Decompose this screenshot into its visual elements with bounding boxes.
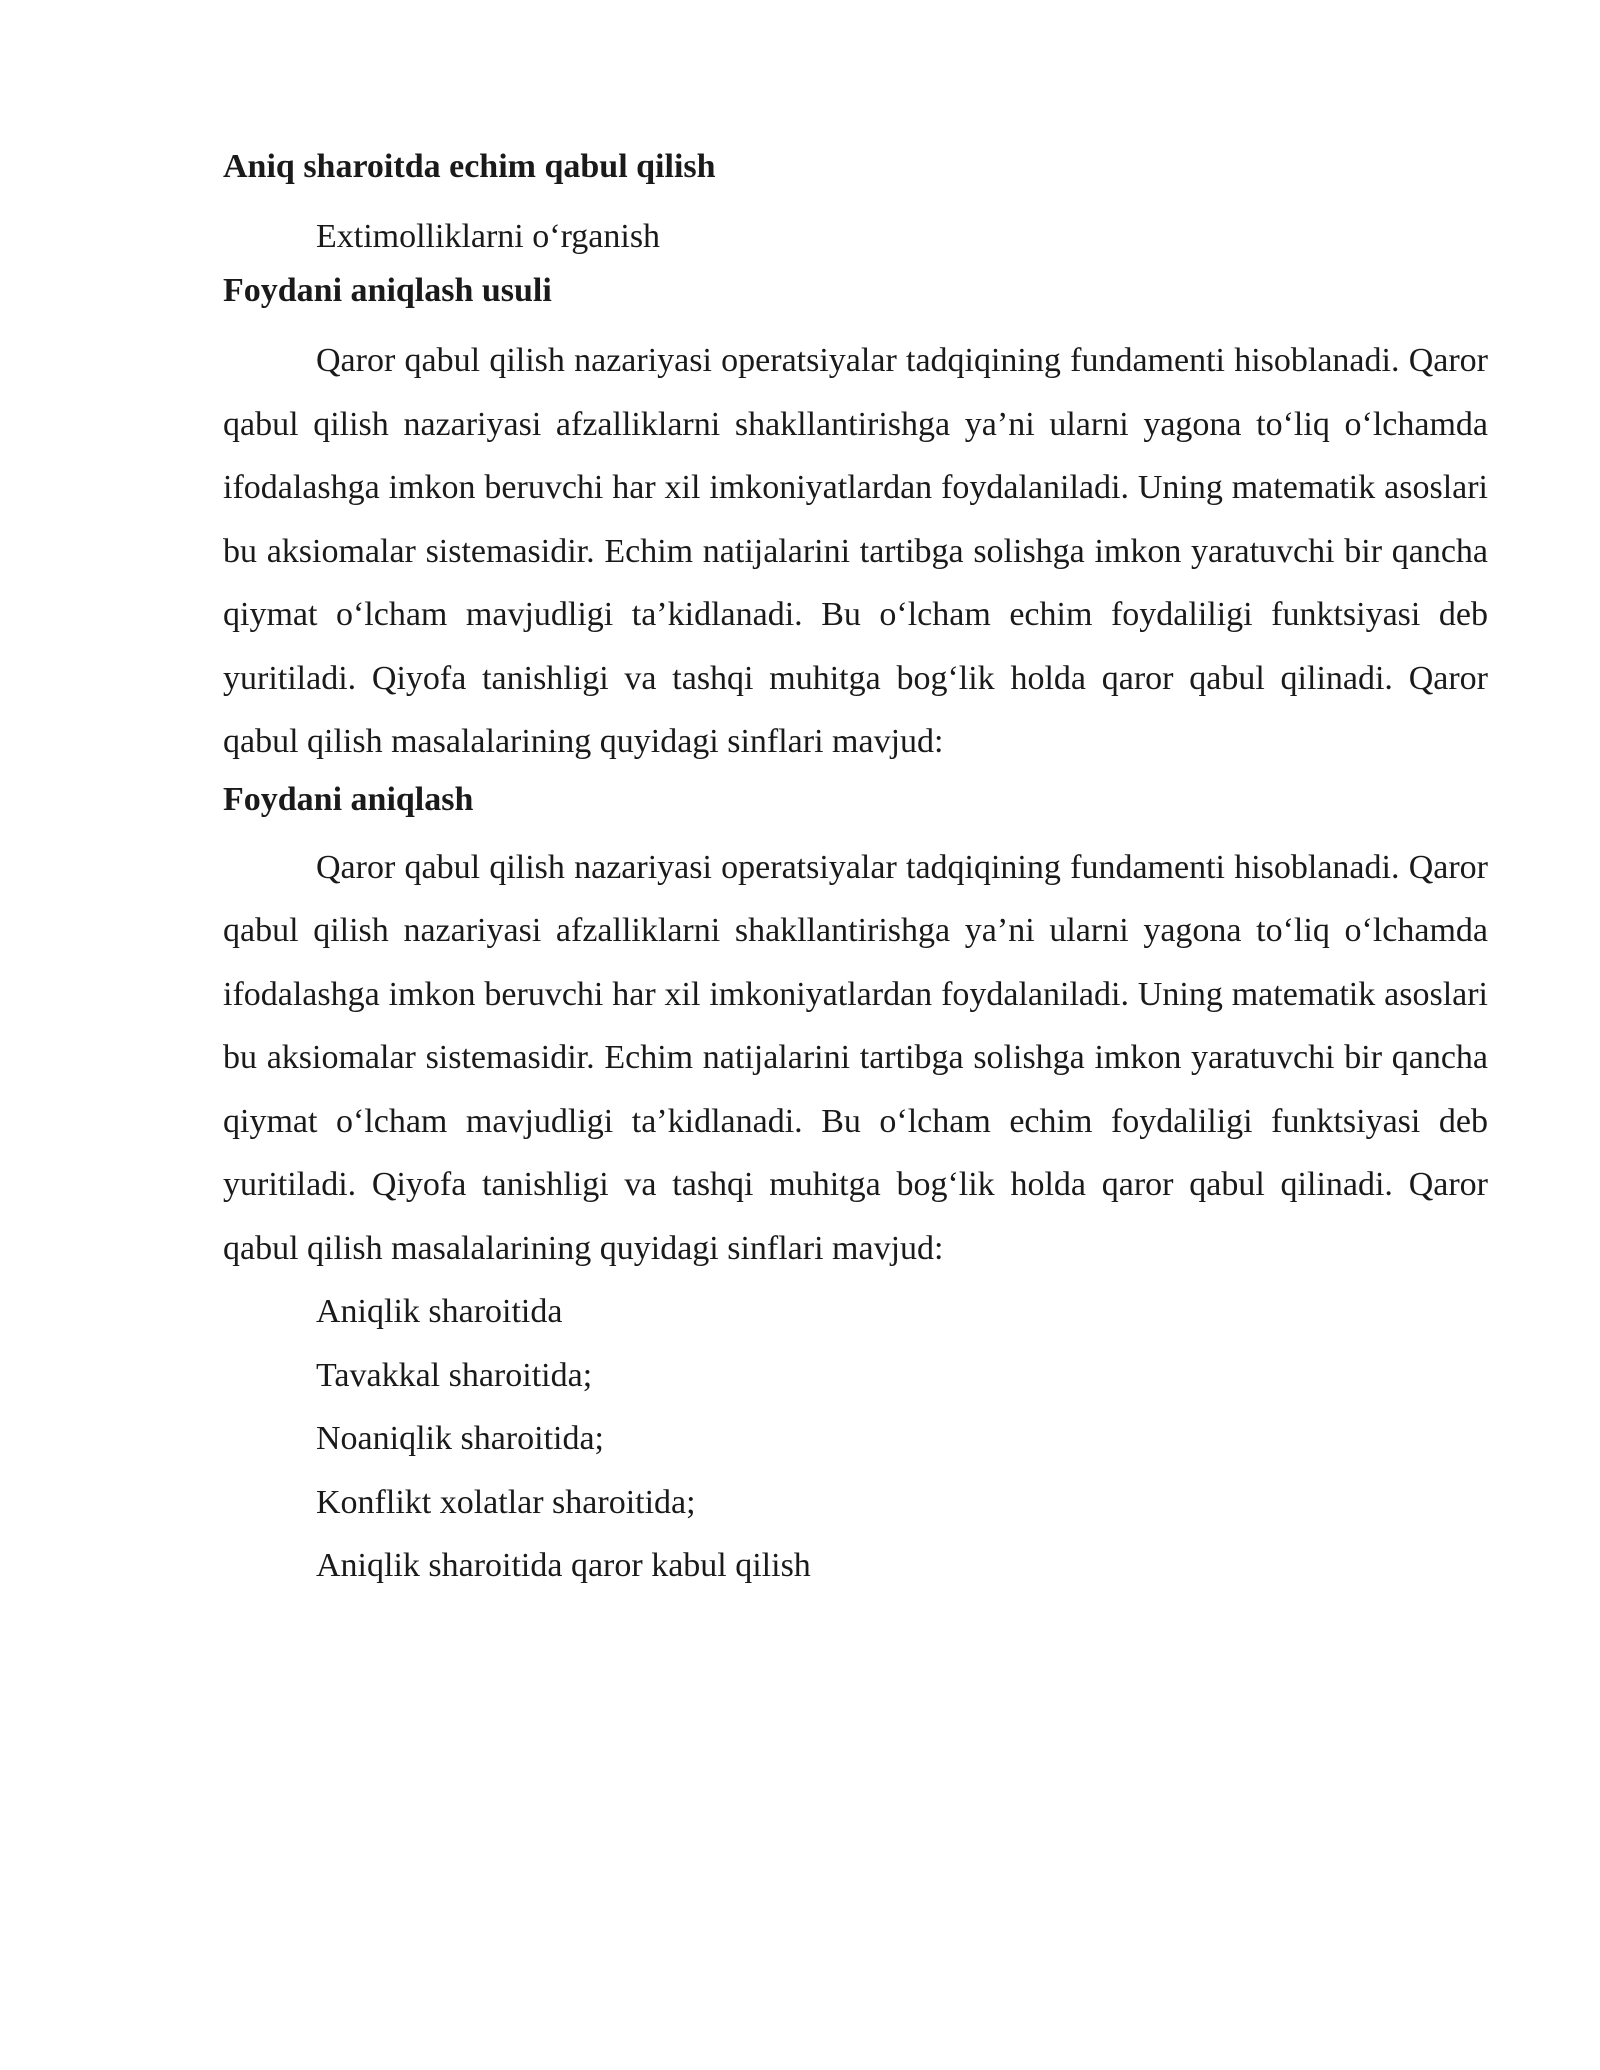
list-item: Tavakkal sharoitida; — [316, 1356, 593, 1394]
conditions-list — [223, 1280, 1488, 1598]
paragraph-2: Qaror qabul qilish nazariyasi operatsiyalar tadqiqining fundamenti hisoblanadi. Qaror qabul qilish nazariyasi afzalliklarni shakllantirishga ya’ni ularni yagona to‘liq o‘lchamda ifodalashga imkon beruvchi har xil imkoniyatlardan foydalaniladi. Uning matematik asoslari bu aksiomalar sistemasidir. Echim natijalarini tartibga solishga imkon yaratuvchi bir qancha qiymat o‘lcham mavjudligi ta’kidlanadi. Bu o‘lcham echim foydaliligi funktsiyasi deb yuritiladi. Qiyofa tanishligi va tashqi muhitga bog‘lik holda qaror qabul qilinadi. Qaror qabul qilish masalalarining quyidagi sinflari mavjud: — [223, 848, 1488, 1267]
list-item: Aniqlik sharoitida qaror kabul qilish — [316, 1547, 811, 1584]
list-item: Noaniqlik sharoitida; — [316, 1420, 605, 1457]
paragraph-1: Qaror qabul qilish nazariyasi operatsiyalar tadqiqining fundamenti hisoblanadi. Qaror qabul qilish nazariyasi afzalliklarni shakllantirishga ya’ni ularni yagona to‘liq o‘lchamda ifodalashga imkon beruvchi har xil imkoniyatlardan foydalaniladi. Uning matematik asoslari bu aksiomalar sistemasidir. Echim natijalarini tartibga solishga imkon yaratuvchi bir qancha qiymat o‘lcham mavjudligi ta’kidlanadi. Bu o‘lcham echim foydaliligi funktsiyasi deb yuritiladi. Qiyofa tanishligi va tashqi muhitga bog‘lik holda qaror qabul qilinadi. Qaror qabul qilish masalalarining quyidagi sinflari mavjud: — [223, 342, 1488, 760]
heading-decision-making: Aniq sharoitda echim qabul qilish — [223, 148, 716, 185]
subtitle-probabilities: Extimolliklarni o‘rganish — [316, 218, 661, 255]
list-item: Aniqlik sharoitida — [316, 1293, 563, 1330]
heading-profit: Foydani aniqlash — [223, 780, 474, 818]
heading-profit-method: Foydani aniqlash usuli — [223, 272, 552, 309]
list-item: Konflikt xolatlar sharoitida; — [316, 1483, 696, 1521]
document-page — [223, 145, 1488, 1598]
